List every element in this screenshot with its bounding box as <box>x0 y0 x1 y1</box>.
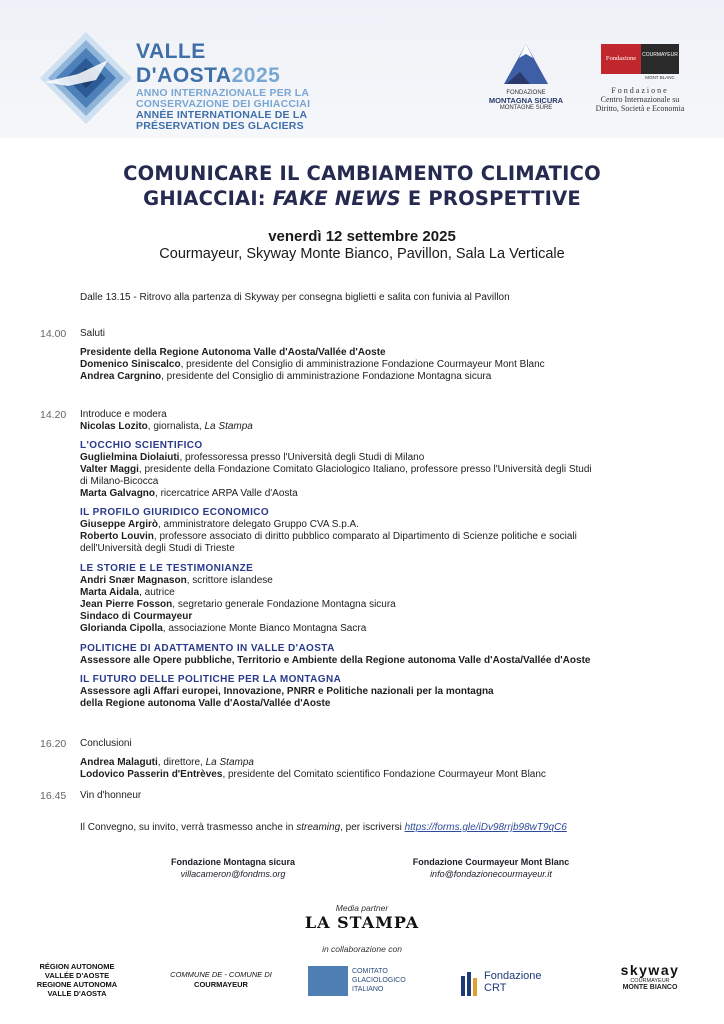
streaming-note <box>80 822 567 833</box>
speaker-role: , segretario generale Fondazione Montagna sicura <box>172 599 396 610</box>
contact-email[interactable]: info@fondazionecourmayeur.it <box>430 869 552 879</box>
speaker-name: Domenico Siniscalco <box>80 359 181 370</box>
speaker-role-cont: dell'Università degli Studi di Trieste <box>80 543 235 554</box>
section-heading: POLITICHE DI ADATTAMENTO IN VALLE D'AOSTA <box>80 643 335 654</box>
speaker-name: Roberto Louvin <box>80 531 154 542</box>
speaker-line: Assessore agli Affari europei, Innovazione, PNRR e Politiche nazionali per la montagna <box>80 686 494 697</box>
speaker-name: Guglielmina Diolaiuti <box>80 452 180 463</box>
time-slot: 14.00 <box>40 328 67 340</box>
speaker-name: Valter Maggi <box>80 464 139 475</box>
streaming-word: streaming <box>296 822 341 833</box>
speaker-name: Andrea Malaguti <box>80 757 158 768</box>
event-title-line-2 <box>0 186 724 211</box>
vda-title: VALLE D'AOSTA <box>136 40 232 87</box>
skyway-sub-1: COURMAYEUR <box>630 978 670 984</box>
speaker-role-cont: di Milano-Bicocca <box>80 476 159 487</box>
event-place: Courmayeur, Skyway Monte Bianco, Pavillon, Sala La Verticale <box>159 246 565 262</box>
skyway-sub-2: MONTE BIANCO <box>622 984 678 991</box>
speaker-role: , direttore, <box>157 757 206 768</box>
fcmb-badge-right: COURMAYEUR <box>641 44 679 74</box>
comune-courmayeur-logo <box>166 970 276 990</box>
time-slot: 16.45 <box>40 790 67 802</box>
vda-fr-line-2: PRÉSERVATION DES GLACIERS <box>136 120 304 132</box>
fms-label-big: MONTAGNA SICURA <box>488 96 564 105</box>
speaker-name: Marta Galvagno <box>80 488 156 499</box>
cc-line-1: COMMUNE DE - COMUNE DI <box>170 970 272 979</box>
contact-email[interactable]: villacameron@fondms.org <box>180 869 286 879</box>
event-intro: Dalle 13.15 - Ritrovo alla partenza di Skyway per consegna biglietti e salita con funivia al Pavillon <box>80 292 510 303</box>
speaker-line: Sindaco di Courmayeur <box>80 611 193 622</box>
mountain-icon <box>502 42 550 86</box>
speaker-role: , scrittore islandese <box>186 575 273 586</box>
media-partner-label: Media partner <box>335 903 389 913</box>
time-slot: 14.20 <box>40 409 67 421</box>
vda-it-line-2: CONSERVAZIONE DEI GHIACCIAI <box>136 98 311 110</box>
speaker-name: Marta Aidala <box>80 587 140 598</box>
moderator-outlet: La Stampa <box>204 421 253 432</box>
vda-it-line-1: ANNO INTERNAZIONALE PER LA <box>136 87 310 99</box>
fondazione-courmayeur-logo <box>584 44 696 113</box>
valle-daosta-2025-logo-text <box>136 40 346 132</box>
speaker-role: , autrice <box>139 587 175 598</box>
speaker-role: , professore associato di diritto pubblico comparato al Dipartimento di Scienze politiche e sociali <box>153 531 577 542</box>
cgi-badge-icon <box>308 966 348 996</box>
speaker-name: Andri Snær Magnason <box>80 575 187 586</box>
fcmb-badge-left: Fondazione <box>601 44 641 74</box>
speaker-role: , associazione Monte Bianco Montagna Sacra <box>162 623 367 634</box>
slot-label: Introduce e modera <box>80 409 167 420</box>
event-title <box>0 161 724 211</box>
speaker-name: Giuseppe Argirò <box>80 519 158 530</box>
header-band <box>0 0 724 138</box>
fms-label-fr: MONTAGNE SÛRE <box>499 105 553 111</box>
cc-line-2: COURMAYEUR <box>194 980 248 989</box>
speaker-outlet: La Stampa <box>205 757 254 768</box>
registration-link[interactable]: https://forms.gle/iDv98rrjb98wT9qC6 <box>404 822 567 833</box>
collaboration-label: in collaborazione con <box>322 944 402 954</box>
streaming-pre: Il Convegno, su invito, verrà trasmesso anche in <box>80 822 297 833</box>
vda-year: 2025 <box>231 64 281 87</box>
vda-fr-line-1: ANNÉE INTERNATIONALE DE LA <box>136 109 308 121</box>
slot-label: Saluti <box>80 328 106 339</box>
la-stampa-logo: LA STAMPA <box>304 913 420 932</box>
crt-line-1: Fondazione <box>484 970 542 982</box>
fcmb-line-3: Diritto, Società e Economia <box>595 104 685 113</box>
title-part-a: GHIACCIAI: <box>143 187 273 210</box>
glacier-diamond-logo <box>38 30 134 126</box>
speaker-role: , ricercatrice ARPA Valle d'Aosta <box>155 488 298 499</box>
section-heading: L'OCCHIO SCIENTIFICO <box>80 440 203 451</box>
section-heading: IL PROFILO GIURIDICO ECONOMICO <box>80 507 270 518</box>
speaker-name: Lodovico Passerin d'Entrèves <box>80 769 223 780</box>
speaker-role: , amministratore delegato Gruppo CVA S.p.A. <box>157 519 360 530</box>
title-part-fake-news: FAKE NEWS <box>272 187 401 210</box>
speaker-line: della Regione autonoma Valle d'Aosta/Vallée d'Aoste <box>80 698 331 709</box>
fcmb-badge-sub: MONT BLANC <box>645 75 675 80</box>
comitato-glaciologico-logo <box>308 962 418 996</box>
moderator-name: Nicolas Lozito <box>80 421 148 432</box>
speaker-name: Jean Pierre Fosson <box>80 599 173 610</box>
speaker-name: Glorianda Cipolla <box>80 623 163 634</box>
regione-valle-daosta-logo <box>36 962 118 998</box>
speaker-line: Assessore alle Opere pubbliche, Territorio e Ambiente della Regione autonoma Valle d'Aosta/Vallée d'Aoste <box>80 655 591 666</box>
cgi-line: ITALIANO <box>352 986 384 993</box>
section-heading: IL FUTURO DELLE POLITICHE PER LA MONTAGNA <box>80 674 342 685</box>
section-heading: LE STORIE E LE TESTIMONIANZE <box>80 563 254 574</box>
fondazione-montagna-sicura-logo <box>486 42 566 112</box>
contact-block <box>113 856 353 880</box>
speaker-role: , presidente del Consiglio di amministrazione Fondazione Montagna sicura <box>161 371 492 382</box>
rav-line: VALLE D'AOSTA <box>47 989 107 998</box>
contact-name: Fondazione Montagna sicura <box>170 857 295 867</box>
speaker-name: Andrea Cargnino <box>80 371 162 382</box>
speaker-role: , presidente della Fondazione Comitato Glaciologico Italiano, professore presso l'Università degli Studi <box>138 464 592 475</box>
crt-text <box>484 970 542 994</box>
title-part-c: E PROSPETTIVE <box>400 187 581 210</box>
speaker-role: , presidente del Comitato scientifico Fondazione Courmayeur Mont Blanc <box>222 769 546 780</box>
fcmb-line-1: Fondazione <box>611 86 669 95</box>
fcmb-line-2: Centro Internazionale su <box>600 95 680 104</box>
contact-block <box>371 856 611 880</box>
fms-label-small: FONDAZIONE <box>506 90 546 96</box>
event-date: venerdì 12 settembre 2025 <box>268 228 456 245</box>
slot-label: Conclusioni <box>80 738 132 749</box>
cgi-line: COMITATO <box>352 968 388 975</box>
contact-name: Fondazione Courmayeur Mont Blanc <box>412 857 570 867</box>
cgi-line: GLACIOLOGICO <box>352 977 406 984</box>
rav-line: REGIONE AUTONOMA <box>36 980 118 989</box>
crt-line-2: CRT <box>484 982 507 994</box>
speaker-role: , professoressa presso l'Università degli Studi di Milano <box>179 452 425 463</box>
fcmb-badge-icon <box>601 44 679 84</box>
event-title-line-1: COMUNICARE IL CAMBIAMENTO CLIMATICO <box>123 162 601 185</box>
skyway-wordmark: skyway <box>620 962 680 978</box>
skyway-logo <box>610 962 690 992</box>
crt-bars-icon <box>460 972 480 996</box>
rav-line: VALLÉE D'AOSTE <box>44 971 110 980</box>
slot-label: Vin d'honneur <box>80 790 142 801</box>
time-slot: 16.20 <box>40 738 67 750</box>
speaker-line: Presidente della Regione Autonoma Valle d'Aosta/Vallée d'Aoste <box>80 347 386 358</box>
speaker-role: , presidente del Consiglio di amministrazione Fondazione Courmayeur Mont Blanc <box>180 359 545 370</box>
rav-line: RÉGION AUTONOME <box>39 962 115 971</box>
streaming-mid: , per iscriversi <box>340 822 405 833</box>
fondazione-crt-logo <box>460 962 550 996</box>
cgi-text <box>352 967 406 994</box>
moderator-role: , giornalista, <box>147 421 205 432</box>
